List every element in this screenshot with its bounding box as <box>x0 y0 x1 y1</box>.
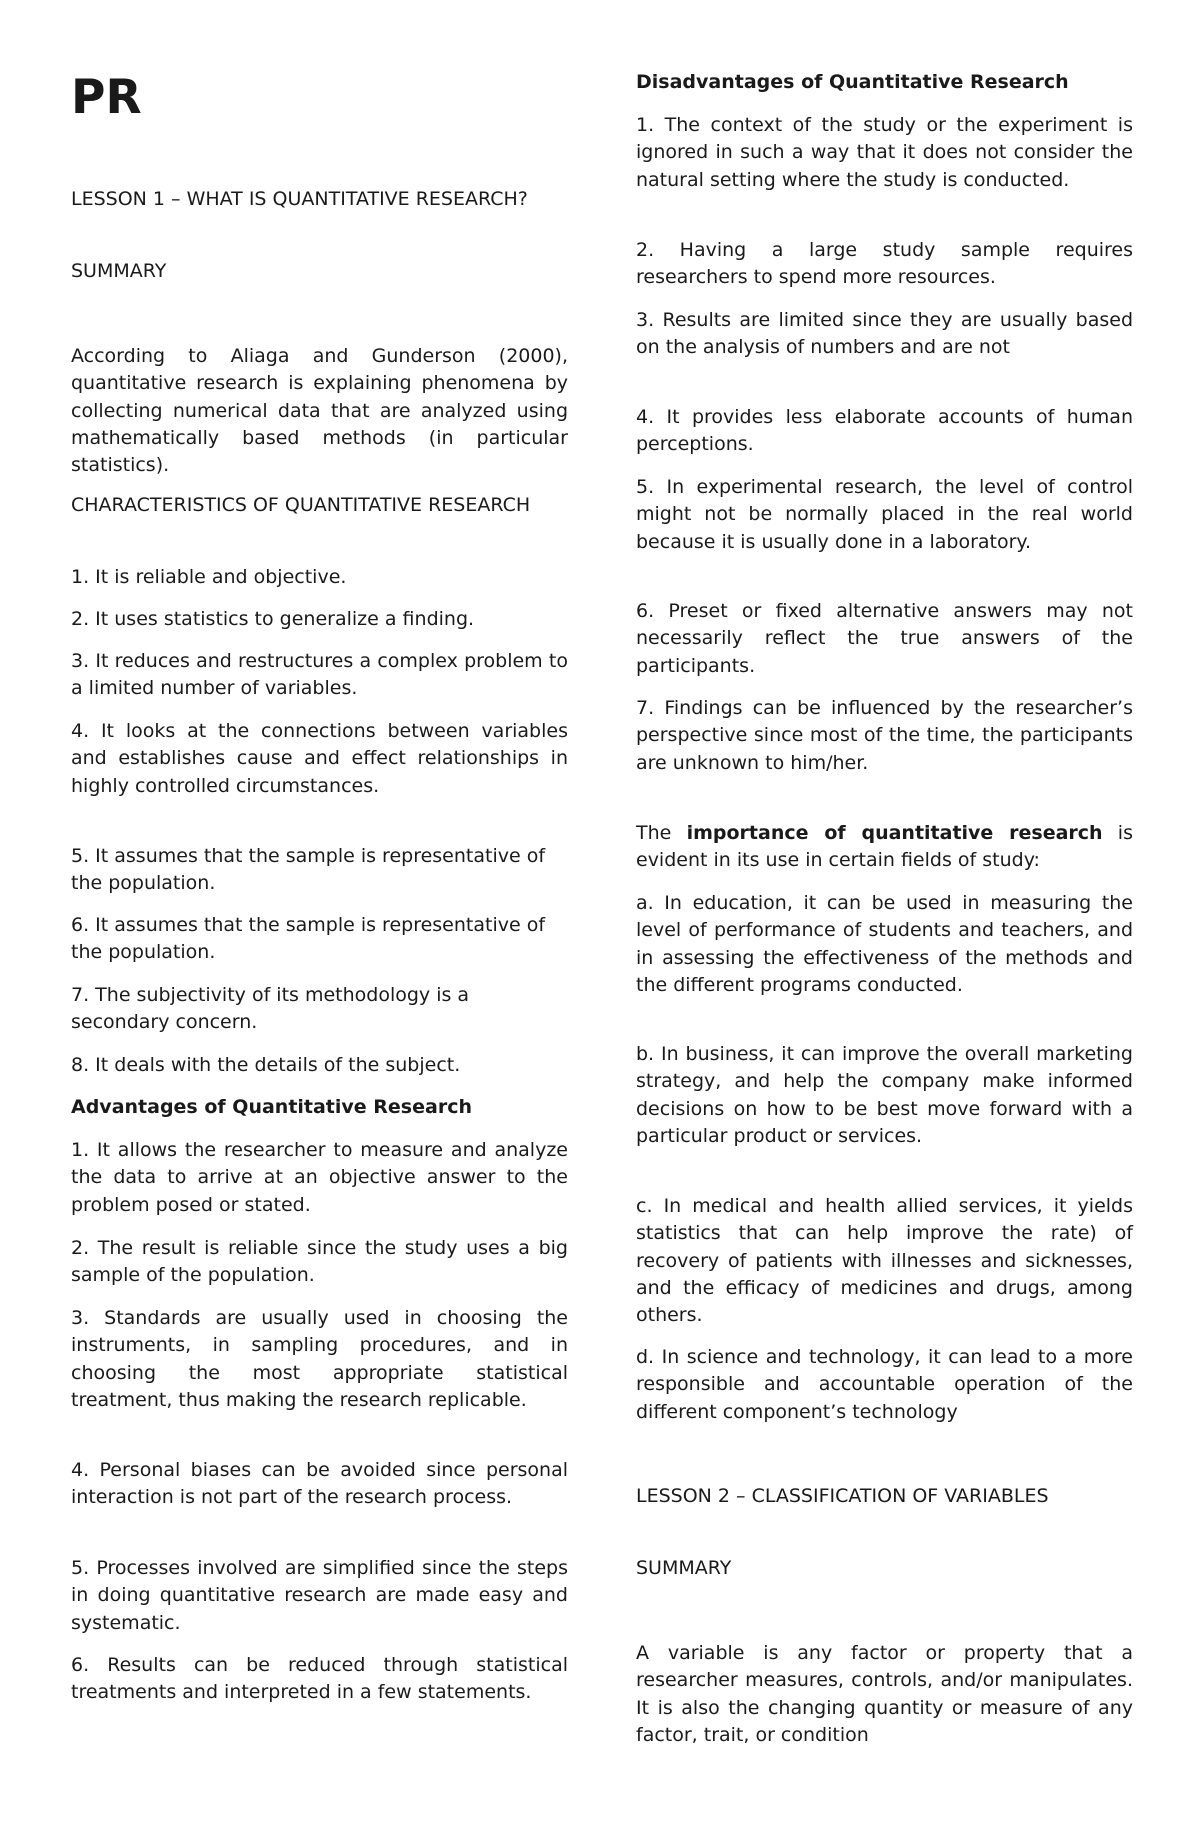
advantages-heading: Advantages of Quantitative Research <box>71 1096 472 1118</box>
document-title: PR <box>71 70 142 125</box>
characteristic-item: 7. The subjectivity of its methodology is a secondary concern. <box>71 984 470 1034</box>
disadvantage-item: 4. It provides less elaborate accounts of human perceptions. <box>636 406 1133 456</box>
field-item: a. In education, it can be used in measuring the level of performance of students and teachers, and in assessing the effectiveness of the methods and the different programs conducted. <box>636 892 1133 996</box>
characteristic-item: 6. It assumes that the sample is representative of the population. <box>71 914 546 964</box>
disadvantage-item: 6. Preset or fixed alternative answers may not necessarily reflect the true answers of the participants. <box>636 600 1133 677</box>
disadvantage-item: 7. Findings can be influenced by the researcher’s perspective since most of the time, the participants are unknown to him/her. <box>636 697 1133 774</box>
characteristic-item: 3. It reduces and restructures a complex problem to a limited number of variables. <box>71 650 568 700</box>
disadvantage-item: 2. Having a large study sample requires researchers to spend more resources. <box>636 239 1133 289</box>
advantage-item: 1. It allows the researcher to measure and analyze the data to arrive at an objective answer to the problem posed or stated. <box>71 1139 568 1216</box>
advantage-item: 6. Results can be reduced through statistical treatments and interpreted in a few statements. <box>71 1654 568 1704</box>
characteristic-item: 5. It assumes that the sample is representative of the population. <box>71 845 546 895</box>
advantage-item: 3. Standards are usually used in choosing the instruments, in sampling procedures, and in choosing the most appropriate statistical treatment, thus making the research replicable. <box>71 1307 568 1411</box>
field-item: c. In medical and health allied services, it yields statistics that can help improve the rate) of recovery of patients with illnesses and sicknesses, and the efficacy of medicines and drugs, among others. <box>636 1195 1133 1327</box>
disadvantage-item: 1. The context of the study or the experiment is ignored in such a way that it does not consider the natural setting where the study is conducted. <box>636 114 1133 191</box>
importance-bold-text: importance of quantitative research <box>686 822 1103 844</box>
characteristic-item: 4. It looks at the connections between variables and establishes cause and effect relationships in highly controlled circumstances. <box>71 720 568 797</box>
advantage-item: 2. The result is reliable since the study uses a big sample of the population. <box>71 1237 568 1287</box>
characteristic-item: 2. It uses statistics to generalize a finding. <box>71 608 475 630</box>
lesson2-summary-label: SUMMARY <box>636 1557 732 1579</box>
importance-suffix: is evident in its use in certain fields of study: <box>636 822 1133 872</box>
lesson2-title: LESSON 2 – CLASSIFICATION OF VARIABLES <box>636 1485 1049 1507</box>
lesson1-intro-paragraph: According to Aliaga and Gunderson (2000), quantitative research is explaining phenomena by collecting numerical data that are analyzed using mathematically based methods (in particular statistics). <box>71 345 568 477</box>
field-item: d. In science and technology, it can lead to a more responsible and accountable operation of the different component’s technology <box>636 1346 1133 1423</box>
field-item: b. In business, it can improve the overall marketing strategy, and help the company make informed decisions on how to be best move forward with a particular product or services. <box>636 1043 1133 1147</box>
importance-prefix: The <box>636 822 687 844</box>
disadvantage-item: 5. In experimental research, the level of control might not be normally placed in the real world because it is usually done in a laboratory. <box>636 476 1133 553</box>
characteristic-item: 8. It deals with the details of the subject. <box>71 1054 461 1076</box>
characteristics-heading: CHARACTERISTICS OF QUANTITATIVE RESEARCH <box>71 494 531 516</box>
disadvantages-heading: Disadvantages of Quantitative Research <box>636 71 1069 93</box>
importance-paragraph <box>636 820 1133 875</box>
advantage-item: 5. Processes involved are simplified since the steps in doing quantitative research are made easy and systematic. <box>71 1557 568 1634</box>
characteristic-item: 1. It is reliable and objective. <box>71 566 347 588</box>
lesson1-summary-label: SUMMARY <box>71 260 167 282</box>
disadvantage-item: 3. Results are limited since they are usually based on the analysis of numbers and are not <box>636 309 1133 359</box>
advantage-item: 4. Personal biases can be avoided since personal interaction is not part of the research process. <box>71 1459 568 1509</box>
lesson1-title: LESSON 1 – WHAT IS QUANTITATIVE RESEARCH? <box>71 188 528 210</box>
variable-definition-paragraph: A variable is any factor or property that a researcher measures, controls, and/or manipulates. It is also the changing quantity or measure of any factor, trait, or condition <box>636 1642 1133 1746</box>
